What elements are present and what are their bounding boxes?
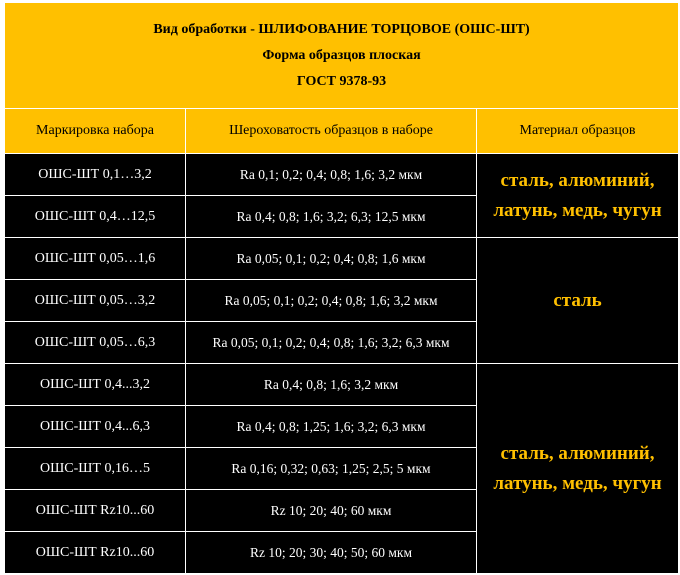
roughness-cell: Ra 0,05; 0,1; 0,2; 0,4; 0,8; 1,6; 3,2; 6,3 мкм [186,322,477,364]
table-title [5,3,679,109]
roughness-cell: Rz 10; 20; 40; 60 мкм [186,490,477,532]
material-cell [477,364,679,574]
roughness-cell: Ra 0,05; 0,1; 0,2; 0,4; 0,8; 1,6 мкм [186,238,477,280]
mark-cell: ОШС-ШТ 0,05…6,3 [5,322,186,364]
mark-cell: ОШС-ШТ Rz10...60 [5,490,186,532]
mark-cell: ОШС-ШТ 0,4...3,2 [5,364,186,406]
material-line: латунь, медь, чугун [493,472,662,494]
material-cell [477,154,679,238]
title-line-2: Форма образцов плоская [262,47,421,63]
column-header-roughness: Шероховатость образцов в наборе [186,109,477,154]
specimen-table [4,2,679,574]
mark-cell: ОШС-ШТ Rz10...60 [5,532,186,574]
column-header-mark: Маркировка набора [5,109,186,154]
roughness-cell: Ra 0,4; 0,8; 1,6; 3,2; 6,3; 12,5 мкм [186,196,477,238]
mark-cell: ОШС-ШТ 0,4...6,3 [5,406,186,448]
material-line: сталь, алюминий, [500,169,655,191]
mark-cell: ОШС-ШТ 0,4…12,5 [5,196,186,238]
mark-cell: ОШС-ШТ 0,1…3,2 [5,154,186,196]
material-cell [477,238,679,364]
mark-cell: ОШС-ШТ 0,05…3,2 [5,280,186,322]
mark-cell: ОШС-ШТ 0,05…1,6 [5,238,186,280]
roughness-cell: Ra 0,05; 0,1; 0,2; 0,4; 0,8; 1,6; 3,2 мкм [186,280,477,322]
roughness-cell: Ra 0,4; 0,8; 1,25; 1,6; 3,2; 6,3 мкм [186,406,477,448]
material-line: сталь, алюминий, [500,442,655,464]
column-header-row [5,109,679,154]
table-row [5,364,679,406]
title-line-1: Вид обработки - ШЛИФОВАНИЕ ТОРЦОВОЕ (ОШС-ШТ) [153,21,530,37]
material-line: сталь [553,289,602,311]
mark-cell: ОШС-ШТ 0,16…5 [5,448,186,490]
roughness-cell: Ra 0,16; 0,32; 0,63; 1,25; 2,5; 5 мкм [186,448,477,490]
table-row [5,154,679,196]
roughness-cell: Ra 0,1; 0,2; 0,4; 0,8; 1,6; 3,2 мкм [186,154,477,196]
column-header-material: Материал образцов [477,109,679,154]
material-line: латунь, медь, чугун [493,199,662,221]
title-line-3: ГОСТ 9378-93 [296,73,387,89]
roughness-cell: Rz 10; 20; 30; 40; 50; 60 мкм [186,532,477,574]
table-row [5,238,679,280]
roughness-cell: Ra 0,4; 0,8; 1,6; 3,2 мкм [186,364,477,406]
